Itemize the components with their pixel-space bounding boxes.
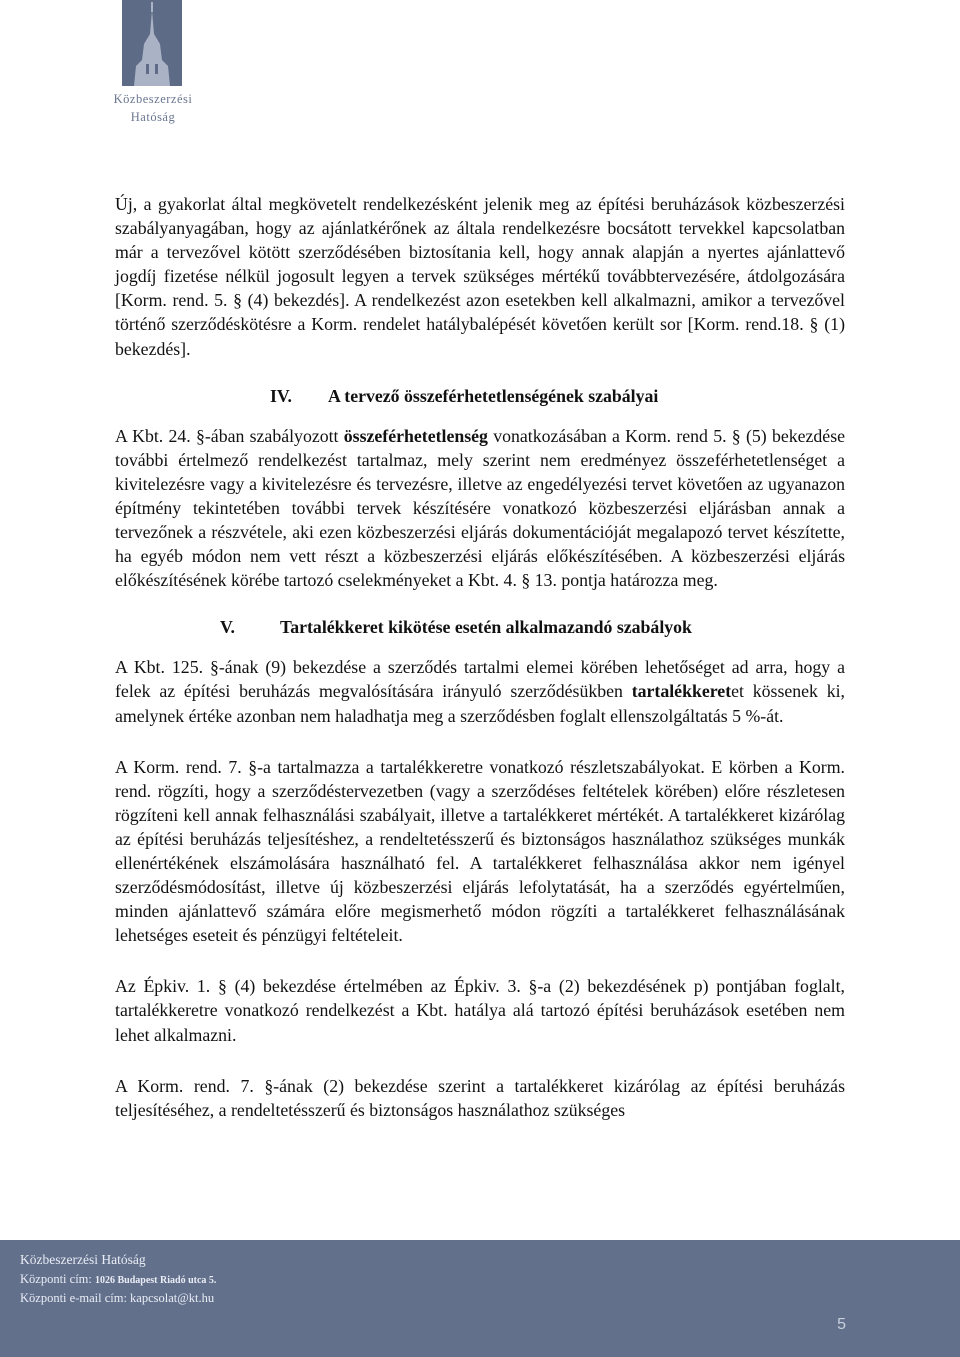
footer-email-label: Központi e-mail cím: xyxy=(20,1291,131,1305)
paragraph-2: A Kbt. 24. §-ában szabályozott összeférhetetlenség vonatkozásában a Korm. rend 5. § (5) bekezdése további értelmező rendelkezést tartalmaz, mely szerint nem eredményez összeférhetetlenséget a kivitelezésre vagy a kivitelezésre és tervezésre, illetve az engedélyezési tervet követően az ugyanazon építmény tekintetében további tervek készítésére vonatkozó közbeszerzési eljárásban annak a tervezőnek a részvétele, aki ezen közbeszerzési eljárás dokumentációját megalapozó tervet készítette, ha egyéb módon nem vett részt a közbeszerzési eljárás előkészítésében. A közbeszerzési eljárás előkészítésének körébe tartozó cselekményeket a Kbt. 4. § 13. pontja határozza meg. xyxy=(115,425,846,591)
document-body xyxy=(115,192,845,1122)
page-footer xyxy=(0,1240,960,1357)
logo-line-2: Hatóság xyxy=(130,110,176,124)
section-v-heading xyxy=(115,615,845,639)
footer-address-value: 1026 Budapest Riadó utca 5. xyxy=(95,1275,217,1286)
building-silhouette-icon xyxy=(122,0,182,86)
paragraph-3: A Kbt. 125. §-ának (9) bekezdése a szerződés tartalmi elemei körében lehetőséget ad arra, hogy a felek az építési beruházás megvalósítására irányuló szerződésükben tartalékkeretet kössenek ki, amelynek értéke azonban nem haladhatja meg a szerződésben foglalt ellenszolgáltatás 5 %-át. xyxy=(115,657,845,726)
paragraph-1: Új, a gyakorlat által megkövetelt rendelkezésként jelenik meg az építési beruházások közbeszerzési szabályanyagában, hogy az ajánlatkérőnek az általa rendelkezésre bocsátott tervekkel kapcsolatban már a tervezővel kötött szerződésében biztosítania kell, hogy annak alapján a nyertes ajánlattevő jogdíj fizetése nélkül jogosult legyen a tervek szükséges mértékű továbbtervezésére, átdolgozására [Korm. rend. 5. § (4) bekezdés]. A rendelkezést azon esetekben kell alkalmazni, amikor a tervezővel történő szerződéskötésre a Korm. rendelet hatálybalépését követően került sor [Korm. rend.18. § (1) bekezdés]. xyxy=(115,194,845,359)
footer-email-value[interactable]: kapcsolat@kt.hu xyxy=(130,1291,215,1305)
page-number: 5 xyxy=(837,1316,846,1333)
section-v-title: Tartalékkeret kikötése esetén alkalmazandó szabályok xyxy=(280,617,692,638)
section-v-number: V. xyxy=(220,617,235,638)
section-iv-number: IV. xyxy=(270,385,292,406)
footer-email xyxy=(20,1291,214,1306)
authority-logo xyxy=(98,0,208,130)
paragraph-6: A Korm. rend. 7. §-ának (2) bekezdése szerint a tartalékkeret kizárólag az építési beruházás teljesítéséhez, a rendeltetésszerű és biztonságos használathoz szükséges xyxy=(115,1075,845,1120)
footer-address-label: Központi cím: xyxy=(20,1272,95,1286)
footer-org-name: Közbeszerzési Hatóság xyxy=(20,1252,146,1267)
section-iv-title: A tervező összeférhetetlenségének szabályai xyxy=(328,385,659,406)
paragraph-5: Az Épkiv. 1. § (4) bekezdése értelmében az Épkiv. 3. §-a (2) bekezdésének p) pontjában foglalt, tartalékkeretre vonatkozó rendelkezést a Kbt. hatálya alá tartozó építési beruházások esetében nem lehet alkalmazni. xyxy=(115,976,845,1045)
paragraph-4: A Korm. rend. 7. §-a tartalmazza a tartalékkeretre vonatkozó részletszabályokat. E körben a Korm. rend. rögzíti, hogy a szerződéstervezetben (vagy a szerződéses feltételek körében) előre részletesen rögzíteni kell annak felhasználási szabályait, illetve a tartalékkeret mértékét. A tartalékkeret kizárólag az építési beruházás teljesítéshez, a rendeltetésszerű és biztonságos használathoz szükséges munkák ellenértékének elszámolására használható fel. A tartalékkeret felhasználása akkor nem igényel szerződésmódosítást, illetve új közbeszerzési eljárás lefolytatását, ha a szerződés egyértelműen, minden ajánlattevő számára előre megismerhető módon rögzíti a tartalékkeret felhasználásának lehetséges eseteit és pénzügyi feltételeit. xyxy=(115,756,845,946)
logo-line-1: Közbeszerzési xyxy=(113,92,193,106)
footer-address xyxy=(20,1272,216,1287)
section-iv-heading xyxy=(115,384,845,408)
